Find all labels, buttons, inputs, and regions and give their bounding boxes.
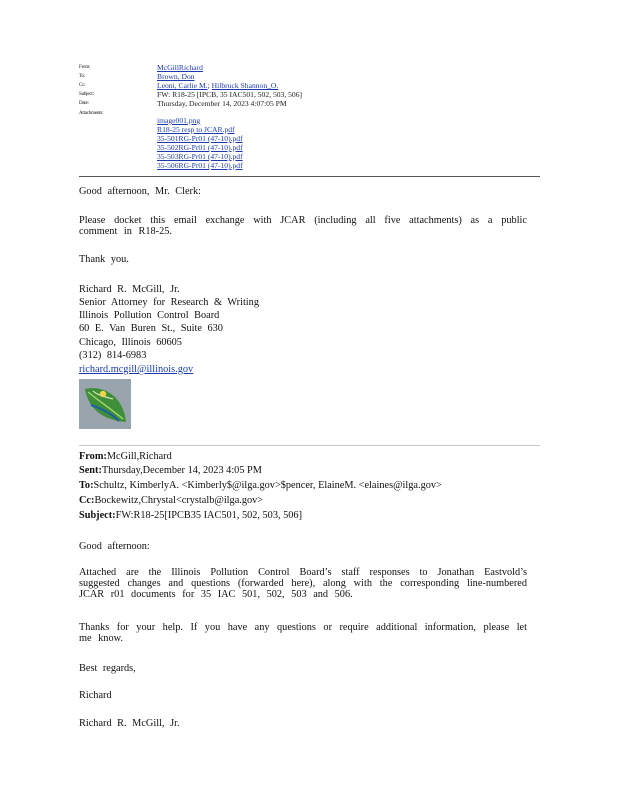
fwd-closing: Best regards, <box>79 663 136 674</box>
fwd-subject-value: FW:R18-25[IPCB35 IAC501, 502, 503, 506] <box>115 510 303 521</box>
fwd-sent-label: Sent: <box>79 465 102 476</box>
attachment-link[interactable]: 35-501RG-Pr01 (47-10).pdf <box>157 134 243 143</box>
fwd-subject-label: Subject: <box>79 510 116 521</box>
fwd-name: Richard <box>79 690 112 701</box>
fwd-from-row <box>79 450 172 463</box>
fwd-cc-value: Bockewitz,Chrystal<crystalb@ilga.gov> <box>94 495 264 506</box>
fwd-sent-row <box>79 464 262 477</box>
fwd-greeting: Good afternoon: <box>79 541 150 552</box>
attachment-link[interactable]: 35-506RG-Pr01 (47-10).pdf <box>157 161 243 170</box>
fwd-from-label: From: <box>79 451 107 462</box>
attachment-link[interactable]: 35-502RG-Pr01 (47-10).pdf <box>157 143 243 152</box>
leaf-logo-icon <box>79 379 131 429</box>
header-from-label: From: <box>79 65 91 70</box>
attachment-link[interactable]: image001.png <box>157 116 201 125</box>
fwd-to-value: Schultz, KimberlyA. <Kimberly$@ilga.gov>$pencer, ElaineM. <elaines@ilga.gov> <box>93 480 442 491</box>
fwd-subject-row <box>79 509 302 522</box>
header-cc-label: Cc: <box>79 83 86 88</box>
signature-line: Chicago, Illinois 60605 <box>79 337 182 348</box>
fwd-to-row <box>79 479 442 492</box>
header-date-value: Thursday, December 14, 2023 4:07:05 PM <box>157 99 287 108</box>
fwd-to-label: To: <box>79 480 94 491</box>
signature-line: 60 E. Van Buren St., Suite 630 <box>79 323 223 334</box>
attachment-link[interactable]: 35-503RG-Pr01 (47-10).pdf <box>157 152 243 161</box>
header-divider <box>79 176 540 177</box>
fwd-cc-row <box>79 494 263 507</box>
fwd-cc-label: Cc: <box>79 495 95 506</box>
body-thanks: Thank you. <box>79 254 129 265</box>
header-cc-values <box>157 81 278 90</box>
header-to-value[interactable]: Brown, Don <box>157 72 195 81</box>
signature-line: Senior Attorney for Research & Writing <box>79 297 259 308</box>
header-cc-value-1[interactable]: Leoni, Carlie M. <box>157 81 208 90</box>
header-subject-value: FW: R18-25 [IPCB, 35 IAC501, 502, 503, 506] <box>157 90 303 99</box>
forwarded-divider <box>79 445 540 446</box>
header-cc-separator: ; <box>207 81 210 90</box>
fwd-paragraph-2: Thanks for your help. If you have any questions or require additional information, please let me know. <box>79 622 527 644</box>
attachment-link[interactable]: R18-25 resp to JCAR.pdf <box>157 125 235 134</box>
header-cc-value-2[interactable]: Hilbruck Shannon_O. <box>211 81 279 90</box>
body-greeting: Good afternoon, Mr. Clerk: <box>79 186 201 197</box>
header-date-label: Date: <box>79 101 89 106</box>
header-subject-label: Subject: <box>79 92 94 97</box>
fwd-full-name: Richard R. McGill, Jr. <box>79 718 180 729</box>
fwd-sent-value: Thursday,December 14, 2023 4:05 PM <box>101 465 262 476</box>
signature-line: Illinois Pollution Control Board <box>79 310 220 321</box>
signature-email-link[interactable]: richard.mcgill@illinois.gov <box>79 364 194 375</box>
signature-line: (312) 814-6983 <box>79 350 147 361</box>
pollution-control-board-logo <box>79 379 131 429</box>
header-attachments-label: Attachments: <box>79 111 104 116</box>
body-paragraph: Please docket this email exchange with JCAR (including all five attachments) as a public comment in R18-25. <box>79 215 527 237</box>
header-from-value[interactable]: McGillRichard <box>157 63 203 72</box>
signature-line: Richard R. McGill, Jr. <box>79 284 180 295</box>
fwd-paragraph-1: Attached are the Illinois Pollution Control Board’s staff responses to Jonathan Eastvold’s suggested changes and questions (forwarded here), along with the corresponding line-numbered JCAR r01 documents for 35 IAC 501, 502, 503 and 506. <box>79 567 527 600</box>
header-to-label: To: <box>79 74 85 79</box>
fwd-from-value: McGill,Richard <box>106 451 172 462</box>
